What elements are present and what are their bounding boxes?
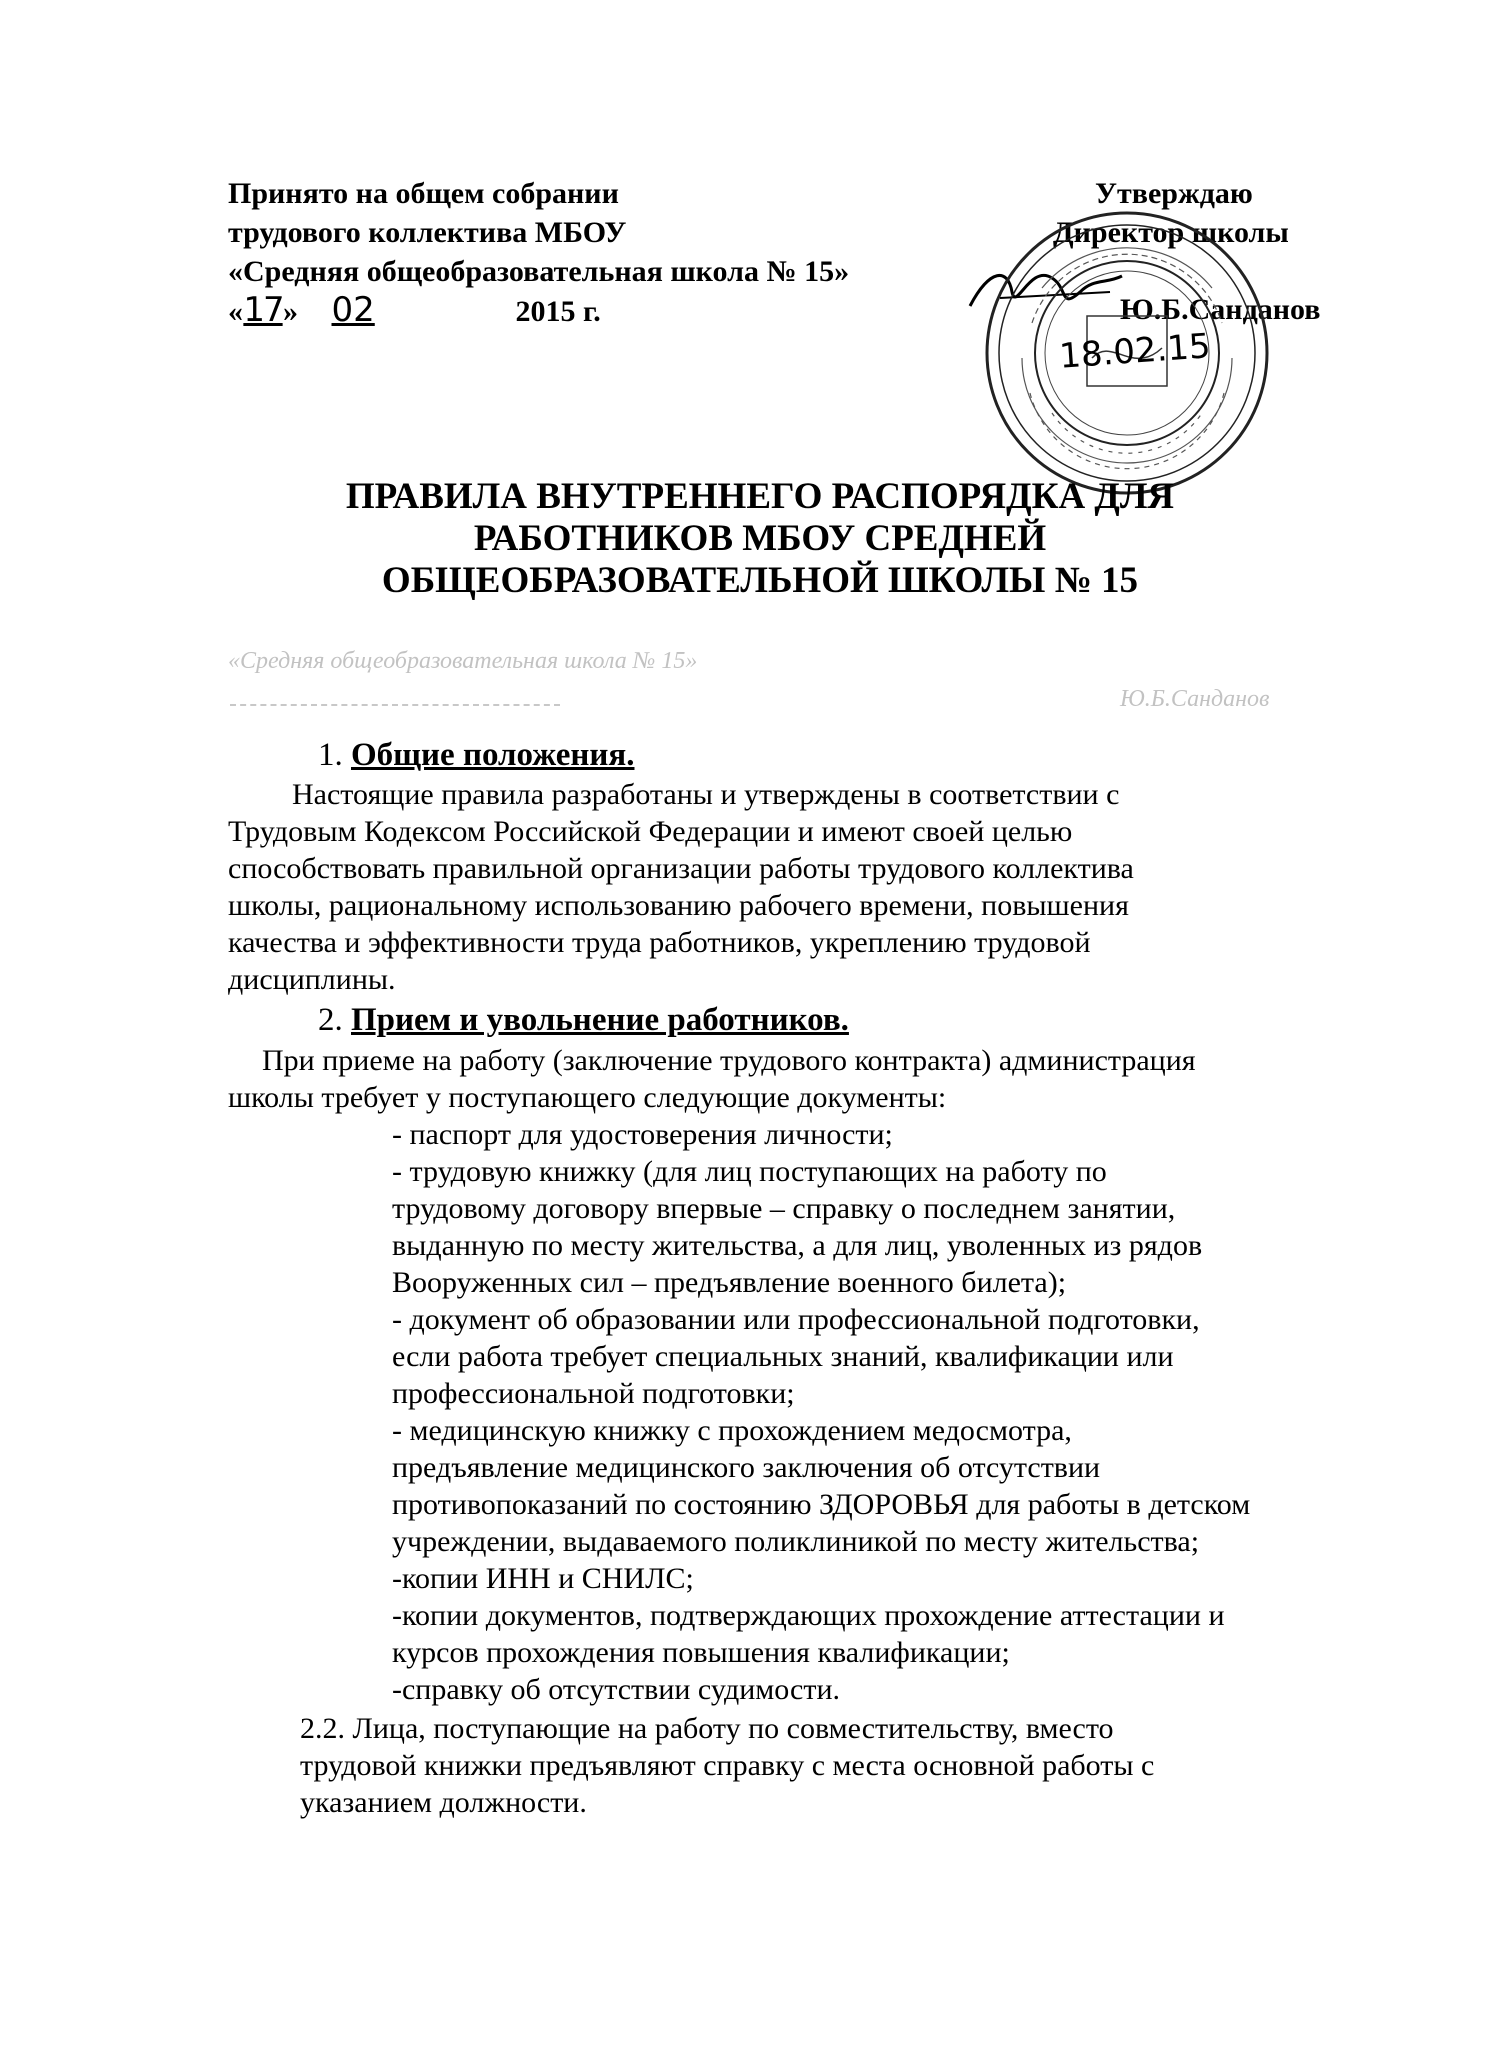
accepted-line-1: Принято на общем собрании [228, 177, 619, 210]
section-2-heading [318, 1002, 849, 1039]
accepted-date [228, 292, 601, 330]
date-year: 2015 г. [515, 295, 601, 328]
clause-2-2-line: 2.2. Лица, поступающие на работу по совместительству, вместо [300, 1712, 1114, 1745]
section-1-line: школы, рациональному использованию рабочего времени, повышения [228, 889, 1129, 922]
section-1-line: Настоящие правила разработаны и утверждены в соответствии с [292, 778, 1120, 811]
document-list-item: профессиональной подготовки; [392, 1377, 795, 1410]
document-list-item: трудовому договору впервые – справку о последнем занятии, [392, 1192, 1176, 1225]
director-position: Директор школы [1053, 216, 1289, 249]
section-1-line: Трудовым Кодексом Российской Федерации и имеют своей целью [228, 815, 1073, 848]
title-line-3: ОБЩЕОБРАЗОВАТЕЛЬНОЙ ШКОЛЫ № 15 [381, 560, 1139, 601]
document-title [260, 476, 1260, 602]
document-list-item: курсов прохождения повышения квалификации; [392, 1636, 1010, 1669]
date-open-quote: « [228, 295, 243, 328]
section-2-intro-line: школы требует у поступающего следующие документы: [228, 1081, 947, 1114]
accepted-line-3: «Средняя общеобразовательная школа № 15» [228, 255, 850, 288]
document-list-item: противопоказаний по состоянию ЗДОРОВЬЯ для работы в детском [392, 1488, 1251, 1521]
show-through-date-line [230, 704, 560, 706]
document-list-item: если работа требует специальных знаний, квалификации или [392, 1340, 1174, 1373]
section-1-line: дисциплины. [228, 963, 396, 996]
section-1-title: Общие положения. [351, 737, 635, 773]
document-list-item: -копии документов, подтверждающих прохождение аттестации и [392, 1599, 1225, 1632]
section-1-line: качества и эффективности труда работников, укреплению трудовой [228, 926, 1091, 959]
show-through-line-2: Ю.Б.Санданов [1120, 686, 1270, 712]
document-list-item: предъявление медицинского заключения об отсутствии [392, 1451, 1101, 1484]
document-list-item: - медицинскую книжку с прохождением медосмотра, [392, 1414, 1072, 1447]
document-list-item: -копии ИНН и СНИЛС; [392, 1562, 694, 1595]
section-2-title: Прием и увольнение работников. [351, 1002, 849, 1038]
document-list-item: - паспорт для удостоверения личности; [392, 1118, 893, 1151]
section-2-intro-line: При приеме на работу (заключение трудового контракта) администрация [262, 1044, 1196, 1077]
title-line-1: ПРАВИЛА ВНУТРЕННЕГО РАСПОРЯДКА ДЛЯ [345, 476, 1175, 517]
document-list-item: - документ об образовании или профессиональной подготовки, [392, 1303, 1200, 1336]
section-1-line: способствовать правильной организации работы трудового коллектива [228, 852, 1134, 885]
director-name: Ю.Б.Санданов [1120, 293, 1321, 326]
clause-2-2-line: указанием должности. [300, 1786, 587, 1819]
date-month: 02 [331, 290, 375, 330]
show-through-line-1: «Средняя общеобразовательная школа № 15» [228, 648, 698, 674]
document-list-item: выданную по месту жительства, а для лиц, уволенных из рядов [392, 1229, 1203, 1262]
accepted-line-2: трудового коллектива МБОУ [228, 216, 627, 249]
clause-2-2-line: трудовой книжки предъявляют справку с места основной работы с [300, 1749, 1155, 1782]
document-list-item: -справку об отсутствии судимости. [392, 1673, 840, 1706]
title-line-2: РАБОТНИКОВ МБОУ СРЕДНЕЙ [473, 518, 1047, 559]
document-list-item: учреждении, выдаваемого поликлиникой по месту жительства; [392, 1525, 1200, 1558]
approve-label: Утверждаю [1095, 177, 1253, 210]
school-seal-stamp [982, 208, 1272, 498]
stamp-handwritten-date: 18.02.15 [1057, 326, 1212, 377]
section-1-heading [318, 737, 634, 774]
section-2-number: 2. [318, 1002, 343, 1038]
document-list-item: - трудовую книжку (для лиц поступающих на работу по [392, 1155, 1107, 1188]
section-1-number: 1. [318, 737, 343, 773]
date-day: 17 [243, 290, 283, 330]
date-close-quote: » [283, 295, 298, 328]
document-list-item: Вооруженных сил – предъявление военного билета); [392, 1266, 1067, 1299]
